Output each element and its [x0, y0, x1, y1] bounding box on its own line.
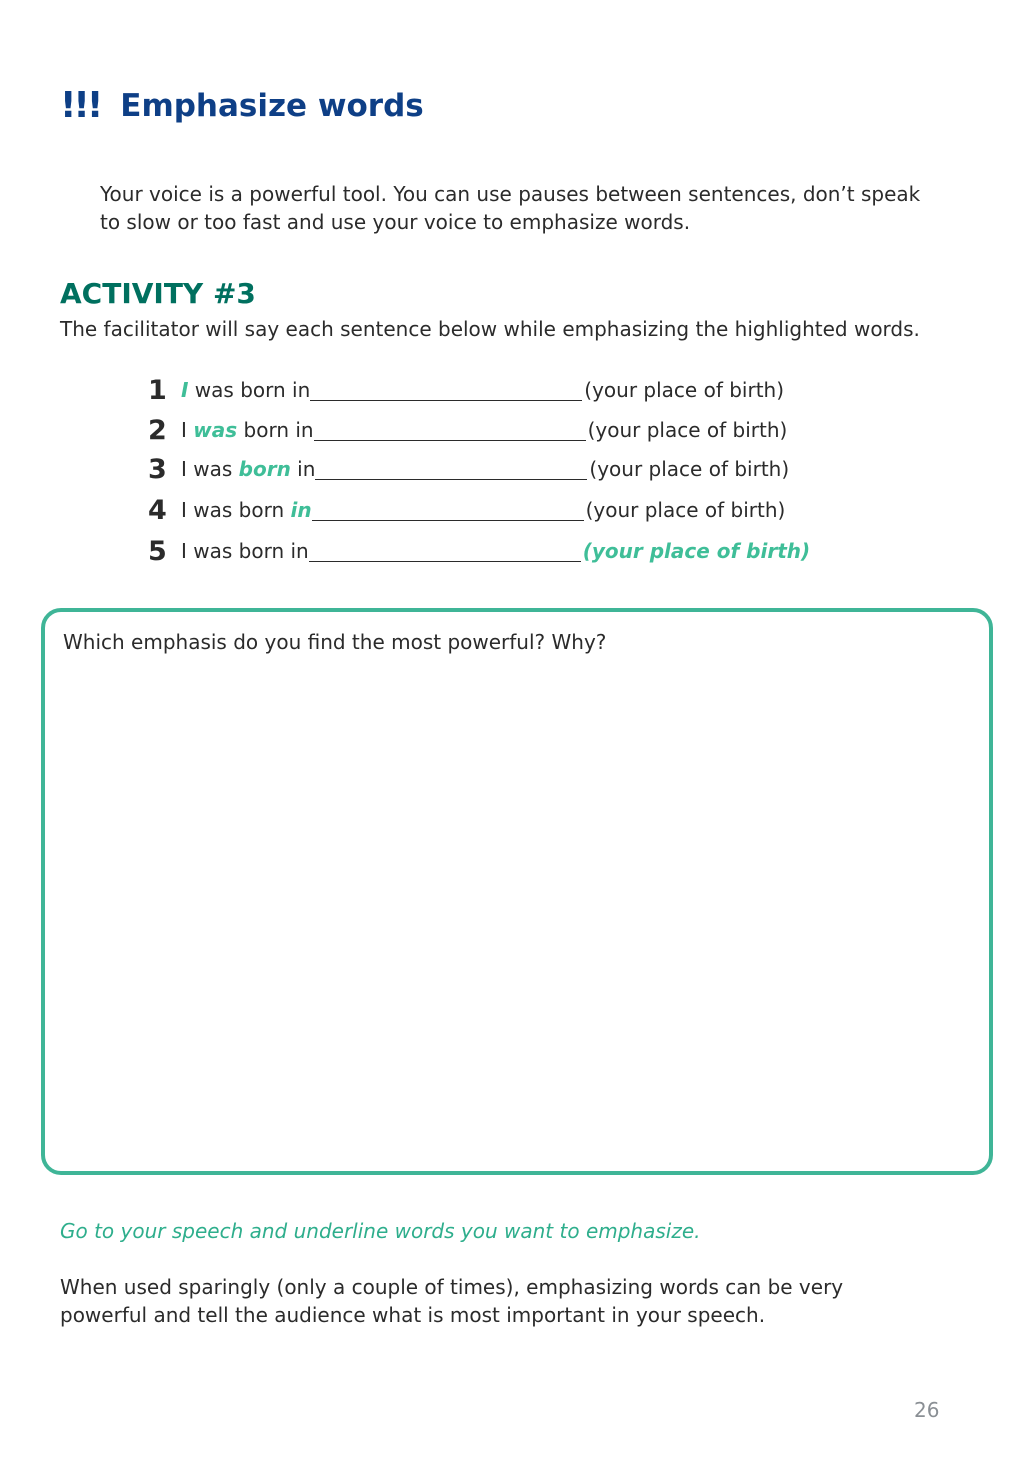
- sentence-hint: (your place of birth): [585, 498, 786, 522]
- closing-line: When used sparingly (only a couple of times), emphasizing words can be very: [60, 1275, 844, 1299]
- sentence-text: I was born: [181, 498, 291, 522]
- sentence-text: I was born in: [181, 539, 309, 563]
- fill-in-blank[interactable]: [314, 420, 586, 441]
- sentence-text: born in: [237, 418, 314, 442]
- emphasized-word: I: [181, 378, 189, 402]
- reflection-answer-area[interactable]: [60, 670, 970, 1150]
- sentence-text: I: [181, 418, 194, 442]
- page-number: 26: [914, 1398, 940, 1422]
- intro-line: to slow or too fast and use your voice to emphasize words.: [100, 210, 691, 234]
- emphasized-word: in: [290, 498, 312, 522]
- speech-tip: Go to your speech and underline words you want to emphasize.: [60, 1219, 701, 1243]
- intro-line: Your voice is a powerful tool. You can use pauses between sentences, don’t speak: [100, 182, 921, 206]
- sentence-number: 5: [148, 535, 167, 567]
- sentence-hint: (your place of birth): [589, 457, 790, 481]
- sentence-number: 2: [148, 414, 167, 446]
- sentence-text: in: [290, 457, 316, 481]
- closing-paragraph: [60, 1273, 960, 1329]
- fill-in-blank[interactable]: [310, 380, 582, 401]
- emphasized-word: was: [193, 418, 238, 442]
- sentence-text: I was: [181, 457, 239, 481]
- sentence-text: was born in: [188, 378, 311, 402]
- sentence-number: 4: [148, 494, 167, 526]
- reflection-question: Which emphasis do you find the most powerful? Why?: [63, 630, 607, 654]
- emphasized-word: born: [238, 457, 291, 481]
- closing-line: powerful and tell the audience what is most important in your speech.: [60, 1303, 766, 1327]
- intro-paragraph: [100, 180, 980, 236]
- sentence-row: [148, 493, 785, 527]
- sentence-hint: (your place of birth): [587, 418, 788, 442]
- sentence-row: [148, 413, 787, 447]
- page-title: Emphasize words: [120, 87, 424, 124]
- fill-in-blank[interactable]: [312, 500, 584, 521]
- triple-exclamation-icon: !!!: [60, 85, 101, 126]
- activity-instruction: The facilitator will say each sentence below while emphasizing the highlighted words.: [60, 317, 920, 341]
- fill-in-blank[interactable]: [309, 541, 581, 562]
- sentence-row: [148, 534, 810, 568]
- sentence-number: 3: [148, 453, 167, 485]
- sentence-row: [148, 452, 789, 486]
- section-header: [60, 85, 424, 126]
- emphasized-hint: (your place of birth): [582, 539, 811, 563]
- sentence-number: 1: [148, 374, 167, 406]
- sentence-row: [148, 373, 784, 407]
- activity-heading: ACTIVITY #3: [60, 277, 256, 310]
- fill-in-blank[interactable]: [315, 459, 587, 480]
- sentence-hint: (your place of birth): [584, 378, 785, 402]
